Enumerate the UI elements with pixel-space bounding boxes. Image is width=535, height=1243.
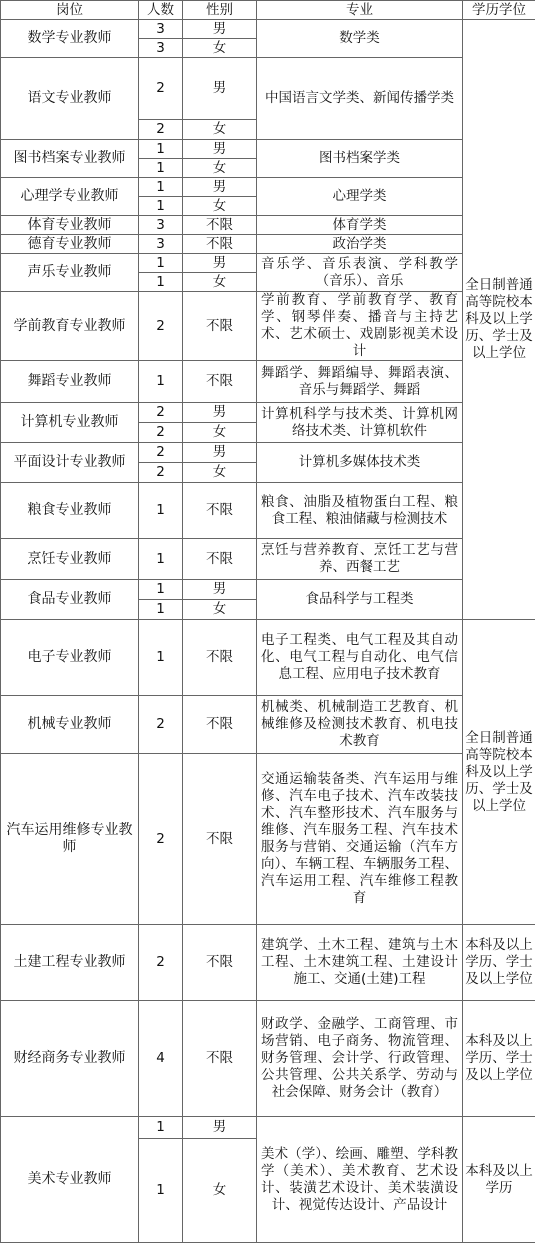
position-cell: 粮食专业教师 <box>1 483 139 539</box>
count-cell: 3 <box>139 39 183 58</box>
major-cell: 音乐学、音乐表演、学科教学（音乐）、音乐 <box>257 254 463 292</box>
gender-cell: 男 <box>183 254 257 273</box>
major-cell: 财政学、金融学、工商管理、市场营销、电子商务、物流管理、财务管理、会计学、行政管理、公共管理、公共关系学、劳动与社会保障、财务会计（教育） <box>257 1001 463 1117</box>
count-cell: 1 <box>139 273 183 292</box>
count-cell: 2 <box>139 696 183 754</box>
table-row <box>1 696 535 754</box>
count-cell: 1 <box>139 1117 183 1139</box>
count-cell: 1 <box>139 483 183 539</box>
position-cell: 计算机专业教师 <box>1 403 139 443</box>
gender-cell: 男 <box>183 58 257 120</box>
position-cell: 图书档案专业教师 <box>1 140 139 178</box>
count-cell: 1 <box>139 620 183 696</box>
gender-cell: 女 <box>183 159 257 178</box>
gender-cell: 男 <box>183 20 257 39</box>
table-body <box>1 20 535 1243</box>
count-cell: 2 <box>139 443 183 463</box>
count-cell: 2 <box>139 120 183 140</box>
major-cell: 舞蹈学、舞蹈编导、舞蹈表演、音乐与舞蹈学、舞蹈 <box>257 361 463 403</box>
count-cell: 3 <box>139 216 183 235</box>
gender-cell: 不限 <box>183 483 257 539</box>
count-cell: 1 <box>139 159 183 178</box>
position-cell: 机械专业教师 <box>1 696 139 754</box>
gender-cell: 不限 <box>183 1001 257 1117</box>
major-cell: 心理学类 <box>257 178 463 216</box>
gender-cell: 不限 <box>183 696 257 754</box>
count-cell: 2 <box>139 754 183 925</box>
header-count: 人数 <box>139 1 183 20</box>
education-cell: 全日制普通高等院校本科及以上学历、学士及以上学位 <box>463 20 535 620</box>
count-cell: 2 <box>139 58 183 120</box>
table-row <box>1 1117 535 1139</box>
gender-cell: 不限 <box>183 539 257 580</box>
table-row <box>1 925 535 1001</box>
table-row <box>1 620 535 696</box>
gender-cell: 不限 <box>183 620 257 696</box>
table-row <box>1 1001 535 1117</box>
education-cell: 本科及以上学历、学士及以上学位 <box>463 1001 535 1117</box>
gender-cell: 男 <box>183 178 257 197</box>
major-cell: 中国语言文学类、新闻传播学类 <box>257 58 463 140</box>
gender-cell: 不限 <box>183 754 257 925</box>
major-cell: 计算机科学与技术类、计算机网络技术类、计算机软件 <box>257 403 463 443</box>
position-cell: 舞蹈专业教师 <box>1 361 139 403</box>
major-cell: 政治学类 <box>257 235 463 254</box>
major-cell: 美术（学）、绘画、雕塑、学科教学（美术）、美术教育、艺术设计、装潢艺术设计、美术装潢设计、视觉传达设计、产品设计 <box>257 1117 463 1243</box>
major-cell: 粮食、油脂及植物蛋白工程、粮食工程、粮油储藏与检测技术 <box>257 483 463 539</box>
major-cell: 体育学类 <box>257 216 463 235</box>
table-row <box>1 361 535 403</box>
position-cell: 汽车运用维修专业教师 <box>1 754 139 925</box>
position-cell: 数学专业教师 <box>1 20 139 58</box>
count-cell: 1 <box>139 1139 183 1243</box>
major-cell: 数学类 <box>257 20 463 58</box>
table-row <box>1 140 535 159</box>
table-row <box>1 20 535 39</box>
header-major: 专业 <box>257 1 463 20</box>
major-cell: 图书档案学类 <box>257 140 463 178</box>
position-cell: 心理学专业教师 <box>1 178 139 216</box>
gender-cell: 女 <box>183 120 257 140</box>
header-position: 岗位 <box>1 1 139 20</box>
education-cell: 全日制普通高等院校本科及以上学历、学士及以上学位 <box>463 620 535 925</box>
count-cell: 2 <box>139 463 183 483</box>
gender-cell: 男 <box>183 1117 257 1139</box>
major-cell: 烹饪与营养教育、烹饪工艺与营养、西餐工艺 <box>257 539 463 580</box>
position-cell: 土建工程专业教师 <box>1 925 139 1001</box>
gender-cell: 男 <box>183 140 257 159</box>
major-cell: 计算机多媒体技术类 <box>257 443 463 483</box>
count-cell: 1 <box>139 254 183 273</box>
position-cell: 烹饪专业教师 <box>1 539 139 580</box>
position-cell: 平面设计专业教师 <box>1 443 139 483</box>
table-row <box>1 216 535 235</box>
gender-cell: 不限 <box>183 925 257 1001</box>
position-cell: 食品专业教师 <box>1 580 139 620</box>
count-cell: 2 <box>139 423 183 443</box>
table-row <box>1 483 535 539</box>
table-row <box>1 539 535 580</box>
count-cell: 4 <box>139 1001 183 1117</box>
major-cell: 交通运输装备类、汽车运用与维修、汽车电子技术、汽车改装技术、汽车整形技术、汽车服务与维修、汽车服务工程、汽车技术服务与营销、交通运输（汽车方向）、车辆工程、车辆服务工程、汽车运用工程、汽车维修工程教育 <box>257 754 463 925</box>
header-row <box>1 1 535 20</box>
gender-cell: 男 <box>183 403 257 423</box>
gender-cell: 女 <box>183 197 257 216</box>
gender-cell: 不限 <box>183 292 257 361</box>
major-cell: 学前教育、学前教育学、教育学、钢琴伴奏、播音与主持艺术、艺术硕士、戏剧影视美术设计 <box>257 292 463 361</box>
count-cell: 3 <box>139 235 183 254</box>
table-row <box>1 178 535 197</box>
gender-cell: 男 <box>183 580 257 600</box>
count-cell: 1 <box>139 178 183 197</box>
major-cell: 建筑学、土木工程、建筑与土木工程、土木建筑工程、土建设计施工、交通(土建)工程 <box>257 925 463 1001</box>
header-education: 学历学位 <box>463 1 535 20</box>
count-cell: 1 <box>139 197 183 216</box>
gender-cell: 不限 <box>183 361 257 403</box>
count-cell: 1 <box>139 600 183 620</box>
table-row <box>1 58 535 120</box>
position-cell: 美术专业教师 <box>1 1117 139 1243</box>
gender-cell: 女 <box>183 273 257 292</box>
table-row <box>1 580 535 600</box>
table-row <box>1 254 535 273</box>
gender-cell: 男 <box>183 443 257 463</box>
table-row <box>1 754 535 925</box>
gender-cell: 女 <box>183 423 257 443</box>
gender-cell: 女 <box>183 39 257 58</box>
count-cell: 2 <box>139 403 183 423</box>
table-row <box>1 403 535 423</box>
position-cell: 体育专业教师 <box>1 216 139 235</box>
major-cell: 电子工程类、电气工程及其自动化、电气工程与自动化、电气信息工程、应用电子技术教育 <box>257 620 463 696</box>
position-cell: 语文专业教师 <box>1 58 139 140</box>
count-cell: 2 <box>139 925 183 1001</box>
education-cell: 本科及以上学历、学士及以上学位 <box>463 925 535 1001</box>
header-gender: 性别 <box>183 1 257 20</box>
major-cell: 食品科学与工程类 <box>257 580 463 620</box>
table-row <box>1 235 535 254</box>
count-cell: 1 <box>139 580 183 600</box>
count-cell: 3 <box>139 20 183 39</box>
count-cell: 1 <box>139 140 183 159</box>
gender-cell: 女 <box>183 463 257 483</box>
gender-cell: 女 <box>183 600 257 620</box>
table-row <box>1 443 535 463</box>
count-cell: 2 <box>139 292 183 361</box>
position-cell: 电子专业教师 <box>1 620 139 696</box>
gender-cell: 不限 <box>183 235 257 254</box>
position-cell: 德育专业教师 <box>1 235 139 254</box>
position-cell: 学前教育专业教师 <box>1 292 139 361</box>
gender-cell: 不限 <box>183 216 257 235</box>
major-cell: 机械类、机械制造工艺教育、机械维修及检测技术教育、机电技术教育 <box>257 696 463 754</box>
position-cell: 声乐专业教师 <box>1 254 139 292</box>
gender-cell: 女 <box>183 1139 257 1243</box>
position-cell: 财经商务专业教师 <box>1 1001 139 1117</box>
count-cell: 1 <box>139 539 183 580</box>
education-cell: 本科及以上学历 <box>463 1117 535 1243</box>
count-cell: 1 <box>139 361 183 403</box>
table-row <box>1 292 535 361</box>
